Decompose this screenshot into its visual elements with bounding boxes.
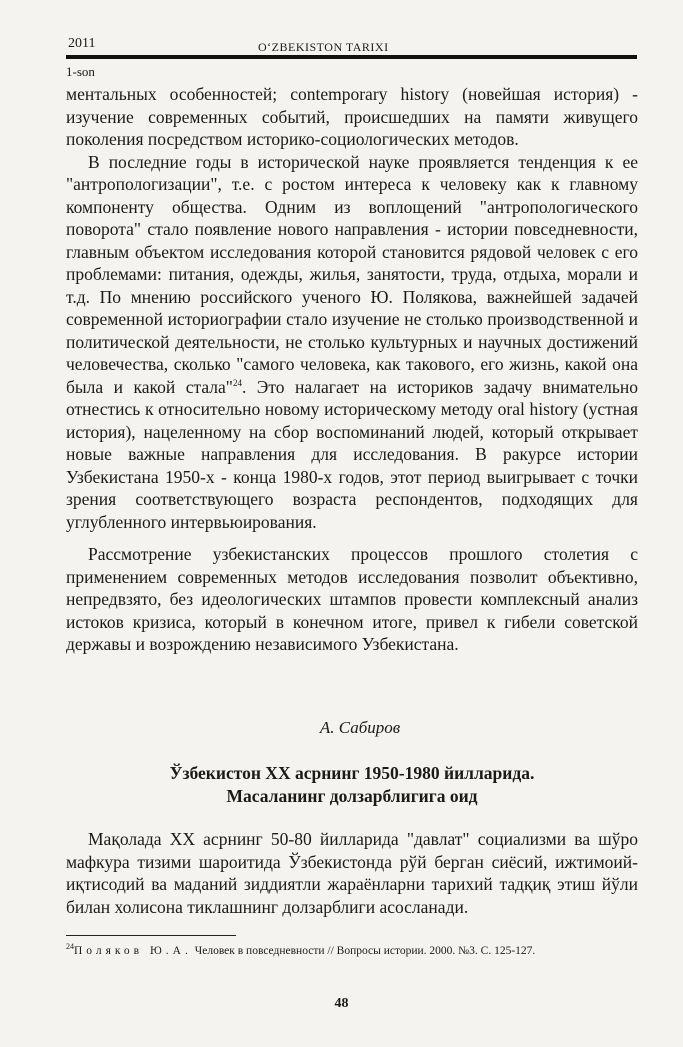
paragraph-3: Рассмотрение узбекистанских процессов прошлого столетия с применением современных методов исследования позволит объективно, непредвзято, без идеологических штампов провести комплексный анализ истоков кризиса, который в конечном итоге, привел к гибели советской державы и возрождению независимого Узбекистана. — [66, 544, 638, 654]
article-abstract — [66, 828, 638, 918]
footnote — [66, 939, 626, 959]
footnote-author: Поляков Ю.А. — [74, 944, 192, 957]
footnote-rule — [66, 935, 236, 936]
page-number: 48 — [334, 996, 349, 1011]
footnote-ref[interactable]: 24 — [232, 377, 242, 388]
article-title-line-1: Ўзбекистон XX асрнинг 1950-1980 йилларида. — [169, 763, 535, 783]
paragraph-2-part-1: В последние годы в исторической науке проявляется тенденция к ее "антропологизации", т.е. с ростом интереса к человеку как к главному компоненту общества. Одним из воплощений "антропологического поворота" стало появление нового направления - истории повседневности, главным объектом исследования которой становится рядовой человек с его проблемами: питания, одежды, жилья, занятости, труда, отдыха, морали и т.д. По мнению российского ученого Ю. Полякова, важнейшей задачей современной историографии стало изучение не столько производственной и политической деятельности, не столько культурных и научных достижений человечества, сколько "самого человека, как такового, его жизнь, какой она была и какой стала" — [66, 151, 638, 397]
article-title — [66, 762, 638, 808]
article-body — [66, 83, 638, 656]
footnote-number: 24 — [66, 942, 74, 951]
header-journal-title: O‘ZBEKISTON TARIXI — [258, 40, 389, 54]
paragraph-2-part-2: . Это налагает на историков задачу внимательно отнестись к относительно новому историческому методу oral history (устная история), нацеленному на сбор воспоминаний людей, который открывает новые важные направления для исследования. В ракурсе истории Узбекистана 1950-х - конца 1980-х годов, этот период выигрывает с точки зрения соответствующего возраста респондентов, подходящих для углубленного интервьюирования. — [66, 376, 638, 532]
header-rule — [66, 55, 637, 59]
author-signature: А. Сабиров — [319, 718, 401, 737]
footnote-text: Человек в повседневности // Вопросы истории. 2000. №3. С. 125-127. — [191, 944, 536, 957]
header-issue: 1-son — [66, 64, 95, 79]
article-title-line-2: Масаланинг долзарблигига оид — [226, 786, 478, 806]
abstract-text: Мақолада XX асрнинг 50-80 йилларида "давлат" социализми ва шўро мафкура тизими шароитида Ўзбекистонда рўй берган сиёсий, ижтимоий-иқтисодий ва маданий зиддиятли жараёнларни тарихий тадқиқ этиш йўли билан холисона тиклашнинг долзарблиги асосланади. — [66, 829, 638, 917]
paragraph-2 — [66, 151, 638, 534]
paragraph-1: ментальных особенностей; contemporary history (новейшая история) - изучение современных событий, происшедших на памяти живущего поколения посредством историко-социологических методов. — [66, 84, 638, 149]
header-year: 2011 — [68, 36, 96, 51]
